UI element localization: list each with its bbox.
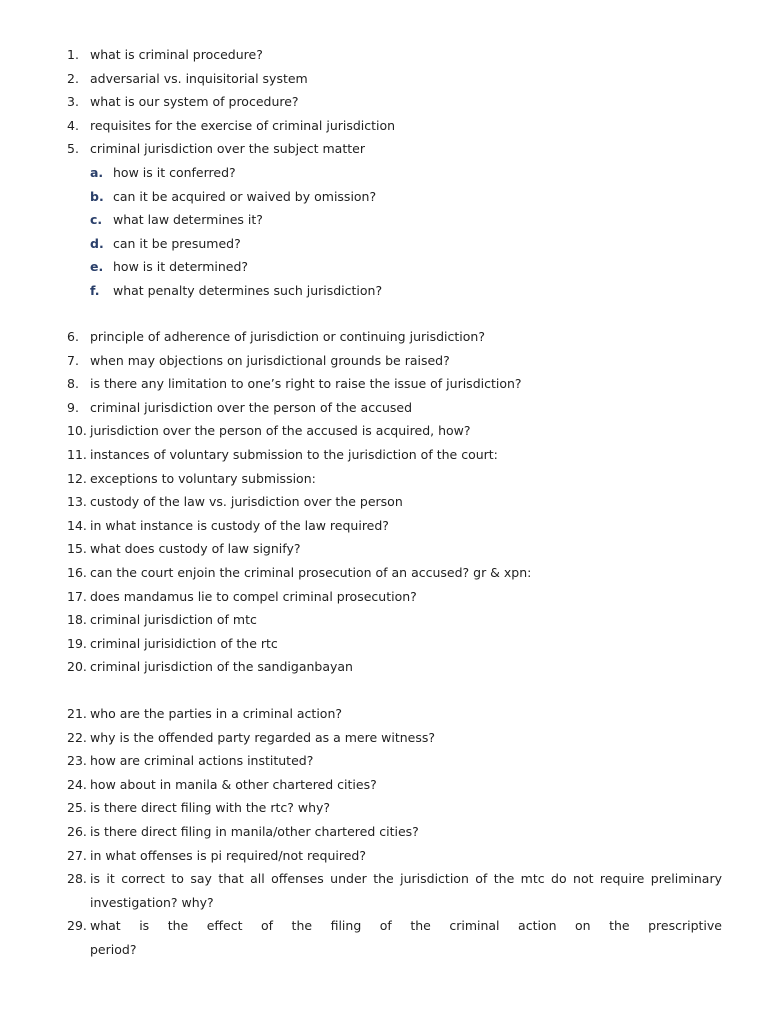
sub-question-list [0,161,768,303]
list-item [0,608,768,632]
item-number: d. [90,235,104,251]
item-number: 19. [67,635,87,651]
item-text: what law determines it? [113,212,263,228]
list-item [0,443,768,467]
item-number: 27. [67,847,87,863]
item-number: 26. [67,823,87,839]
item-number: 28. [67,871,87,886]
list-item [0,67,768,91]
item-number: f. [90,282,100,298]
item-text: requisites for the exercise of criminal jurisdiction [90,117,396,133]
sub-list-item [0,255,768,279]
list-item [0,702,768,726]
item-text: does mandamus lie to compel criminal prosecution? [90,588,417,604]
item-number: 22. [67,729,87,745]
item-text: can it be acquired or waived by omission? [113,188,377,204]
item-number: 18. [67,612,87,628]
list-item [0,325,768,349]
item-text: what is criminal procedure? [90,47,263,62]
item-text: instances of voluntary submission to the jurisdiction of the court: [90,446,498,462]
item-number: 29. [67,918,87,933]
item-text: what does custody of law signify? [90,541,301,557]
item-text: in what offenses is pi required/not required? [90,847,366,863]
item-text: is there any limitation to one’s right to raise the issue of jurisdiction? [90,376,522,392]
item-text: custody of the law vs. jurisdiction over the person [90,494,403,510]
item-number: c. [90,212,103,228]
item-text-continued: period? [90,941,137,957]
list-item [0,490,768,514]
item-number: 15. [67,541,87,557]
item-text-continued: investigation? why? [90,894,214,910]
item-text: what penalty determines such jurisdiction? [113,282,383,298]
list-item [0,773,768,797]
list-item [0,796,768,820]
sub-list-item [0,208,768,232]
item-number: 24. [67,776,87,792]
item-number: 25. [67,800,87,816]
item-text: what is our system of procedure? [90,94,299,110]
sub-list-item [0,232,768,256]
list-item-29 [0,914,768,961]
item-number: 17. [67,588,87,604]
list-item [0,844,768,868]
item-text: criminal jurisdiction over the subject matter [90,141,365,157]
item-text: jurisdiction over the person of the accused is acquired, how? [90,423,471,439]
list-item [0,585,768,609]
item-text: criminal jurisdiction of the sandiganbayan [90,659,353,675]
list-item [0,467,768,491]
item-number: 16. [67,564,87,580]
item-text: is there direct filing with the rtc? why? [90,800,331,816]
item-number: 8. [67,376,79,392]
list-item [0,396,768,420]
list-item [0,561,768,585]
item-text: criminal jurisdiction over the person of the accused [90,399,413,415]
item-number: 23. [67,753,87,769]
item-text: how are criminal actions instituted? [90,753,314,769]
item-number: 3. [67,94,79,110]
item-text: how is it determined? [113,259,249,275]
item-number: 4. [67,117,79,133]
item-text: who are the parties in a criminal action? [90,706,343,721]
sub-list-item [0,279,768,303]
list-item [0,419,768,443]
item-number: 13. [67,494,87,510]
sub-list-item [0,161,768,185]
item-text: can the court enjoin the criminal prosecution of an accused? gr & xpn: [90,564,532,580]
item-number: e. [90,259,104,275]
list-item [0,726,768,750]
item-text: exceptions to voluntary submission: [90,470,316,486]
item-number: 2. [67,70,79,86]
list-item [0,90,768,114]
list-item [0,137,768,161]
list-item [0,655,768,679]
item-number: b. [90,188,104,204]
item-number: 12. [67,470,87,486]
item-text: is it correct to say that all offenses under the jurisdiction of the mtc do not require preliminary [90,871,722,886]
item-number: 10. [67,423,87,439]
item-text: criminal jurisdiction of mtc [90,612,257,628]
list-item [0,114,768,138]
question-list-part-3 [0,702,768,867]
item-text: what is the effect of the filing of the criminal action on the prescriptive [90,918,722,933]
item-text: principle of adherence of jurisdiction or continuing jurisdiction? [90,329,485,344]
item-text: how about in manila & other chartered cities? [90,776,377,792]
item-number: 7. [67,352,79,368]
list-item [0,820,768,844]
item-number: 9. [67,399,79,415]
item-number: 5. [67,141,79,157]
item-text: why is the offended party regarded as a mere witness? [90,729,436,745]
item-number: 6. [67,329,79,344]
item-text: how is it conferred? [113,165,236,180]
item-text: in what instance is custody of the law required? [90,517,389,533]
item-text: adversarial vs. inquisitorial system [90,70,308,86]
item-number: 11. [67,446,87,462]
item-text: can it be presumed? [113,235,241,251]
list-item [0,749,768,773]
item-text: when may objections on jurisdictional grounds be raised? [90,352,450,368]
list-item [0,43,768,67]
list-item-28 [0,867,768,914]
list-item [0,372,768,396]
list-item [0,514,768,538]
item-number: 1. [67,47,79,62]
sub-list-item [0,185,768,209]
list-item [0,349,768,373]
list-item [0,537,768,561]
question-list-part-1 [0,43,768,161]
item-number: 20. [67,659,87,675]
item-number: 21. [67,706,87,721]
item-text: criminal jurisidiction of the rtc [90,635,278,651]
item-number: a. [90,165,104,180]
list-item [0,632,768,656]
item-text: is there direct filing in manila/other chartered cities? [90,823,419,839]
question-list-part-2 [0,325,768,679]
item-number: 14. [67,517,87,533]
